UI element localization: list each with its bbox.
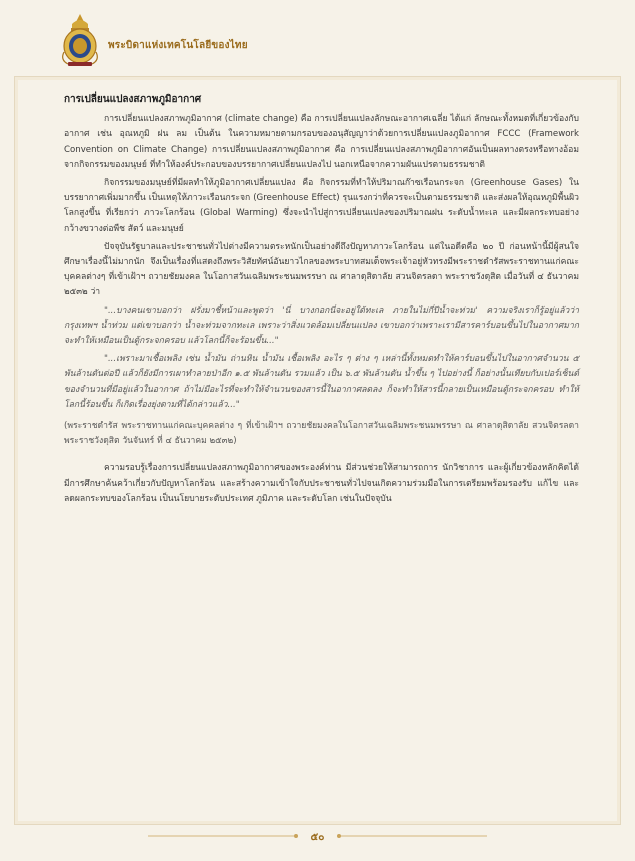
paragraph: ปัจจุบันรัฐบาลและประชาชนทั่วไปต่างมีความตระหนักเป็นอย่างดีถึงปัญหาภาวะโลกร้อน แต่ในอดีตคือ ๒๐ ปี ก่อนหน้านี้มีผู้สนใจศึกษาเรื่องนี้ไม่มากนัก จึงเป็นเรื่องที่แสดงถึงพระวิสัยทัศน์อันยาวไกลของพระบาทสมเด็จพระเจ้าอยู่หัวทรงมีพระราชดำรัสพระราชทานแก่คณะบุคคลต่างๆ ที่เข้าเฝ้าฯ ถวายชัยมงคล ในโอกาสวันเฉลิมพระชนมพรรษา ณ ศาลาดุสิดาลัย สวนจิตรลดา พระราชวังดุสิต เมื่อวันที่ ๔ ธันวาคม ๒๕๓๒ ว่า	[64, 241, 579, 298]
decorative-ornament-icon	[337, 832, 487, 840]
decorative-ornament-icon	[148, 832, 298, 840]
main-content	[64, 92, 579, 510]
royal-quote: "...บางคนเขาบอกว่า ฝรั่งมาชี้หน้าและพูดว่า 'นี่ บางกอกนี่จะอยู่ใต้ทะเล ภายในไม่กี่ปีน้ำจะท่วม' ความจริงเราก็รู้อยู่แล้วว่า กรุงเทพฯ น้ำท่วม แต่เขาบอกว่า น้ำจะท่วมจากทะเล เพราะว่าสิ่งแวดล้อมเปลี่ยนแปลง เขาบอกว่าเพราะเรามีสารคาร์บอนขึ้นไปในอากาศมาก จะทำให้เหมือนเป็นตู้กระจกครอบ แล้วโลกนี้ก็จะร้อนขึ้น..."	[64, 305, 579, 347]
paragraph: กิจกรรมของมนุษย์ที่มีผลทำให้ภูมิอากาศเปลี่ยนแปลง คือ กิจกรรมที่ทำให้ปริมาณก๊าซเรือนกระจก (Greenhouse Gases) ในบรรยากาศเพิ่มมากขึ้น เป็นเหตุให้ภาวะเรือนกระจก (Greenhouse Effect) รุนแรงกว่าที่ควรจะเป็นตามธรรมชาติ และส่งผลให้อุณหภูมิพื้นผิวโลกสูงขึ้น ที่เรียกว่า ภาวะโลกร้อน (Global Warming) ซึ่งจะนำไปสู่การเปลี่ยนแปลงของปริมาณฝน ระดับน้ำทะเล และมีผลกระทบอย่างกว้างขวางต่อพืช สัตว์ และมนุษย์	[64, 178, 579, 234]
paragraph: การเปลี่ยนแปลงสภาพภูมิอากาศ (climate change) คือ การเปลี่ยนแปลงลักษณะอากาศเฉลี่ย ได้แก่ ลักษณะทั้งหมดที่เกี่ยวข้องกับอากาศ เช่น อุณหภูมิ ฝน ลม เป็นต้น ในความหมายตามกรอบของอนุสัญญาว่าด้วยการเปลี่ยนแปลงภูมิอากาศ FCCC (Framework Convention on Climate Change) การเปลี่ยนแปลงสภาพภูมิอากาศ คือ การเปลี่ยนแปลงสภาพภูมิอากาศอันเป็นผลทางตรงหรือทางอ้อมจากกิจกรรมของมนุษย์ ที่ทำให้องค์ประกอบของบรรยากาศเปลี่ยนแปลงไป นอกเหนือจากความผันแปรตามธรรมชาติ	[64, 114, 579, 170]
closing-paragraph: ความรอบรู้เรื่องการเปลี่ยนแปลงสภาพภูมิอากาศของพระองค์ท่าน มีส่วนช่วยให้สามารถการ นักวิชาการ และผู้เกี่ยวข้องหลักคิดได้มีการศึกษาค้นคว้าเกี่ยวกับปัญหาโลกร้อน และสร้างความเข้าใจกับประชาชนทั่วไปจนเกิดความร่วมมือในการเตรียมพร้อมรองรับ แก้ไข และลดผลกระทบของโลกร้อน เป็นนโยบายระดับประเทศ ภูมิภาค และระดับโลก เช่นในปัจจุบัน	[64, 463, 579, 504]
royal-emblem-icon	[58, 12, 102, 68]
royal-quote: "...เพราะมาเชื้อเพลิง เช่น น้ำมัน ถ่านหิน น้ำมัน เชื้อเพลิง อะไร ๆ ต่าง ๆ เหล่านี้ทั้งหมดทำให้คาร์บอนขึ้นไปในอากาศจำนวน ๕ พันล้านตันต่อปี แล้วก็ยังมีการเผาทำลายป่าอีก ๑.๕ พันล้านตัน รวมแล้ว เป็น ๖.๕ พันล้านตัน น้ำขึ้น ๆ ไปอย่างนี้ ก็อย่างนั้นเทียบกับเปอร์เซ็นต์ ของจำนวนที่มีอยู่แล้วในอากาศ ถ้าไม่มีอะไรที่จะทำให้จำนวนของสารนี้ในอากาศลดลง ก็จะทำให้สารนี้กลายเป็นเหมือนตู้กระจกครอบ ทำให้โลกนี้ร้อนขึ้น ก็เกิดเรื่องยุ่งตามที่ได้กล่าวแล้ว..."	[64, 354, 579, 410]
quote-citation: (พระราชดำรัส พระราชทานแก่คณะบุคคลต่าง ๆ ที่เข้าเฝ้าฯ ถวายชัยมงคลในโอกาสวันเฉลิมพระชนมพรรษา ณ ศาลาดุสิดาลัย สวนจิตรลดา พระราชวังดุสิต วันจันทร์ ที่ ๔ ธันวาคม ๒๕๓๒)	[64, 421, 579, 447]
page-footer	[0, 825, 635, 845]
section-title: การเปลี่ยนแปลงสภาพภูมิอากาศ	[64, 94, 202, 105]
header-title: พระบิดาแห่งเทคโนโลยีของไทย	[108, 40, 248, 51]
page-number: ๕๐	[310, 832, 325, 843]
